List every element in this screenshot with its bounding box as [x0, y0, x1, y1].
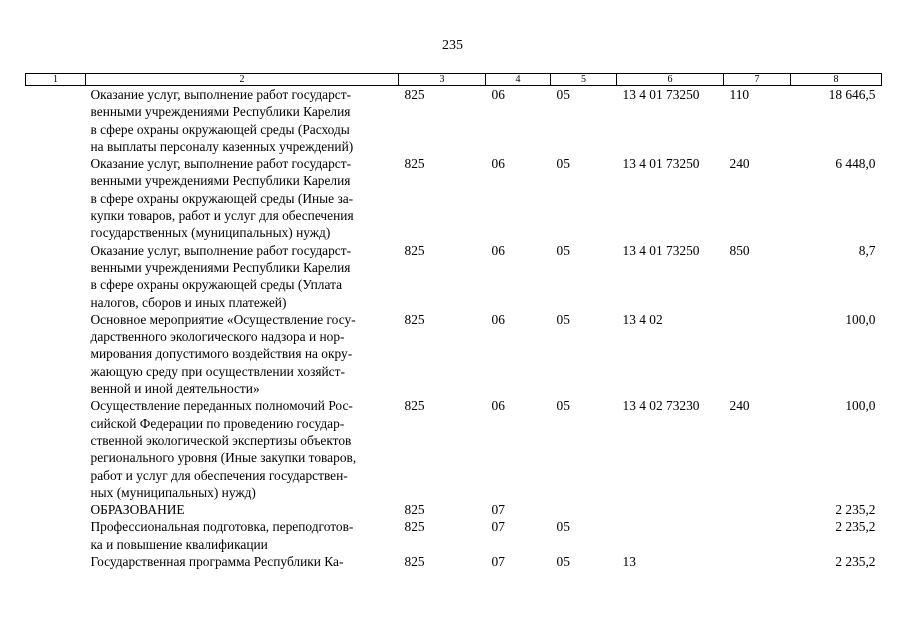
row-number-cell: [26, 86, 86, 156]
item-name-line: сийской Федерации по проведению государ-: [90, 415, 345, 431]
target-article-cell: 13: [622, 554, 636, 570]
header-col-8: 8: [791, 74, 882, 86]
item-name-line: Основное мероприятие «Осуществление госу-: [90, 311, 356, 327]
table-row: [26, 155, 882, 241]
ministry-code-cell: 825: [404, 87, 425, 102]
item-name-line: на выплаты персоналу казенных учреждений): [90, 138, 354, 154]
item-name-cell: [86, 155, 399, 241]
item-name-line: ОБРАЗОВАНИЕ: [90, 502, 185, 518]
item-name-cell: [86, 397, 399, 501]
subsection-code-cell: [551, 501, 617, 518]
amount-cell: 18 646,5: [828, 87, 876, 102]
subsection-code-cell: 05: [556, 156, 570, 172]
expense-type-cell: 850: [729, 242, 750, 258]
table-row: [26, 86, 882, 156]
section-code-cell: 06: [491, 156, 505, 172]
amount-cell: 100,0: [845, 311, 876, 327]
subsection-code-cell: 05: [556, 87, 570, 102]
target-article-cell: 13 4 01 73250: [622, 156, 700, 172]
item-name-line: в сфере охраны окружающей среды (Расходы: [90, 121, 350, 137]
item-name-line: венными учреждениями Республики Карелия: [90, 104, 351, 120]
ministry-code-cell: 825: [404, 311, 425, 327]
item-name-line: налогов, сборов и иных платежей): [90, 294, 287, 310]
section-code-cell: 07: [491, 502, 505, 518]
item-name-cell: [86, 311, 399, 397]
item-name-line: Оказание услуг, выполнение работ государст-: [90, 87, 352, 102]
item-name-line: дарственного экологического надзора и нор-: [90, 329, 345, 345]
header-col-4: 4: [486, 74, 551, 86]
ministry-code-cell: 825: [404, 502, 425, 518]
item-name-line: Государственная программа Республики Ка-: [90, 554, 344, 570]
item-name-line: купки товаров, работ и услуг для обеспечения: [90, 208, 354, 224]
budget-table: [25, 73, 882, 570]
expense-type-cell: [724, 553, 791, 570]
expense-type-cell: 240: [729, 398, 750, 414]
item-name-line: в сфере охраны окружающей среды (Уплата: [90, 277, 343, 293]
row-number-cell: [26, 397, 86, 501]
table-row: [26, 501, 882, 518]
expense-type-cell: [724, 501, 791, 518]
item-name-cell: [86, 553, 399, 570]
item-name-line: Оказание услуг, выполнение работ государст-: [90, 242, 352, 258]
page-number: 235: [442, 38, 463, 53]
item-name-line: Профессиональная подготовка, переподготов-: [90, 519, 354, 535]
ministry-code-cell: 825: [404, 398, 425, 414]
table-row: [26, 242, 882, 311]
target-article-cell: [617, 501, 724, 518]
amount-cell: 8,7: [858, 242, 876, 258]
subsection-code-cell: 05: [556, 554, 570, 570]
row-number-cell: [26, 518, 86, 553]
ministry-code-cell: 825: [404, 519, 425, 535]
item-name-line: Осуществление переданных полномочий Рос-: [90, 398, 353, 414]
header-col-7: 7: [724, 74, 791, 86]
target-article-cell: 13 4 01 73250: [622, 87, 700, 102]
header-col-5: 5: [551, 74, 617, 86]
subsection-code-cell: 05: [556, 311, 570, 327]
item-name-line: венными учреждениями Республики Карелия: [90, 173, 351, 189]
table-row: [26, 518, 882, 553]
amount-cell: 2 235,2: [835, 519, 876, 535]
header-col-6: 6: [617, 74, 724, 86]
expense-type-cell: 110: [729, 87, 750, 102]
table-body: [26, 86, 882, 571]
section-code-cell: 06: [491, 398, 505, 414]
table-row: [26, 397, 882, 501]
amount-cell: 2 235,2: [835, 502, 876, 518]
item-name-cell: [86, 242, 399, 311]
amount-cell: 100,0: [845, 398, 876, 414]
expense-type-cell: [724, 311, 791, 397]
row-number-cell: [26, 311, 86, 397]
ministry-code-cell: 825: [404, 554, 425, 570]
item-name-cell: [86, 86, 399, 156]
target-article-cell: [617, 518, 724, 553]
item-name-line: венными учреждениями Республики Карелия: [90, 259, 351, 275]
expense-type-cell: [724, 518, 791, 553]
section-code-cell: 06: [491, 242, 505, 258]
section-code-cell: 06: [491, 87, 505, 102]
ministry-code-cell: 825: [404, 156, 425, 172]
item-name-line: ственной экологической экспертизы объектов: [90, 432, 352, 448]
subsection-code-cell: 05: [556, 242, 570, 258]
item-name-cell: [86, 501, 399, 518]
item-name-line: работ и услуг для обеспечения государствен-: [90, 467, 348, 483]
item-name-line: в сфере охраны окружающей среды (Иные за-: [90, 190, 354, 206]
section-code-cell: 06: [491, 311, 505, 327]
target-article-cell: 13 4 01 73250: [622, 242, 700, 258]
item-name-line: ка и повышение квалификации: [90, 536, 268, 552]
item-name-line: жающую среду при осуществлении хозяйст-: [90, 363, 345, 379]
header-row: [26, 74, 882, 86]
header-col-3: 3: [399, 74, 486, 86]
item-name-cell: [86, 518, 399, 553]
item-name-line: венной и иной деятельности»: [90, 381, 260, 397]
item-name-line: Оказание услуг, выполнение работ государст-: [90, 156, 352, 172]
header-col-2: 2: [86, 74, 399, 86]
section-code-cell: 07: [491, 554, 505, 570]
amount-cell: 2 235,2: [835, 554, 876, 570]
expense-type-cell: 240: [729, 156, 750, 172]
row-number-cell: [26, 501, 86, 518]
row-number-cell: [26, 155, 86, 241]
row-number-cell: [26, 553, 86, 570]
amount-cell: 6 448,0: [835, 156, 876, 172]
table-row: [26, 553, 882, 570]
table-header: [26, 74, 882, 86]
header-col-1: 1: [26, 74, 86, 86]
item-name-line: мирования допустимого воздействия на окру-: [90, 346, 353, 362]
subsection-code-cell: 05: [556, 519, 570, 535]
item-name-line: регионального уровня (Иные закупки товаров,: [90, 450, 357, 466]
ministry-code-cell: 825: [404, 242, 425, 258]
section-code-cell: 07: [491, 519, 505, 535]
target-article-cell: 13 4 02: [622, 311, 663, 327]
target-article-cell: 13 4 02 73230: [622, 398, 700, 414]
row-number-cell: [26, 242, 86, 311]
subsection-code-cell: 05: [556, 398, 570, 414]
table-row: [26, 311, 882, 397]
item-name-line: государственных (муниципальных) нужд): [90, 225, 331, 241]
item-name-line: ных (муниципальных) нужд): [90, 484, 256, 500]
